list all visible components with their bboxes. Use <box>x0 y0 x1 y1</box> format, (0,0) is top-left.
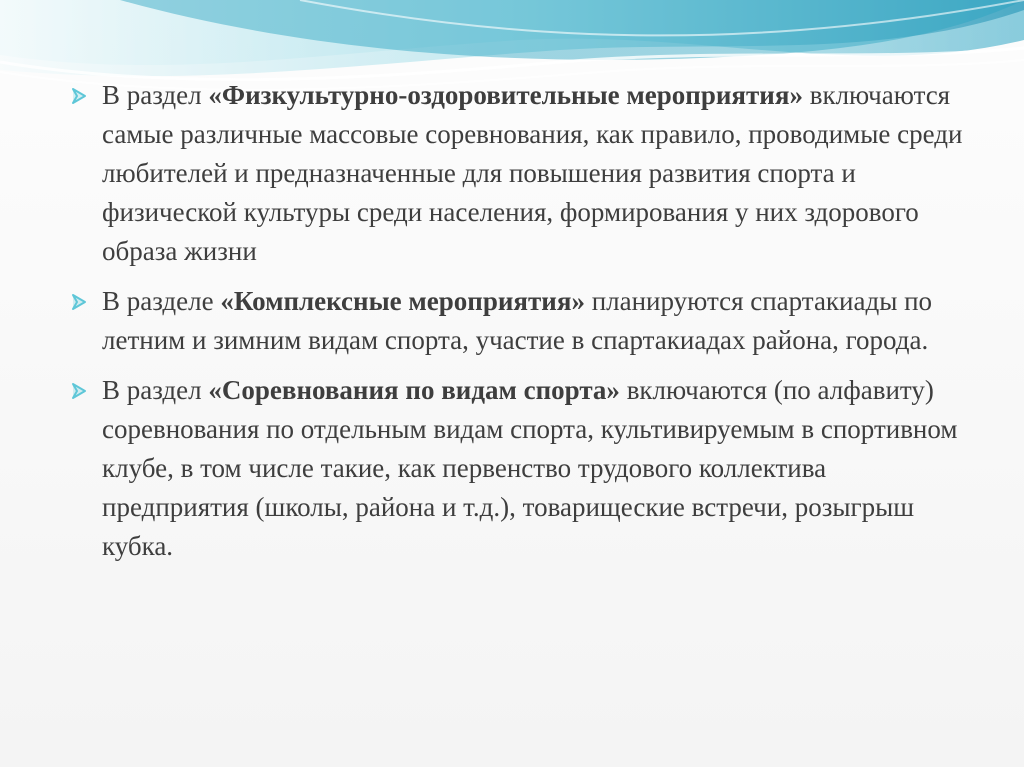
arrow-bullet-icon <box>70 293 88 311</box>
item-section-title: «Комплексные мероприятия» <box>220 286 585 316</box>
list-item <box>64 371 964 566</box>
arrow-bullet-icon <box>70 382 88 400</box>
list-item <box>64 282 964 360</box>
list-item <box>64 76 964 271</box>
item-body-text: планируются спартакиады по летним и зимним видам спорта, участие в спартакиадах района, города. <box>102 286 933 355</box>
item-body-text: включаются (по алфавиту) соревнования по отдельным видам спорта, культивируемым в спортивном клубе, в том числе такие, как первенство трудового коллектива предприятия (школы, района и т.д.), товарищеские встречи, розыгрыш кубка. <box>102 375 958 561</box>
item-lead-text: В раздел <box>102 80 209 110</box>
item-section-title: «Соревнования по видам спорта» <box>208 375 620 405</box>
arrow-bullet-icon <box>70 87 88 105</box>
bullet-list <box>64 76 964 577</box>
item-section-title: «Физкультурно-оздоровительные мероприятия» <box>208 80 803 110</box>
item-lead-text: В разделе <box>102 286 221 316</box>
item-body-text: включаются самые различные массовые соревнования, как правило, проводимые среди любителей и предназначенные для повышения развития спорта и физической культуры среди населения, формирования у них здорового образа жизни <box>102 80 963 266</box>
item-lead-text: В раздел <box>102 375 209 405</box>
